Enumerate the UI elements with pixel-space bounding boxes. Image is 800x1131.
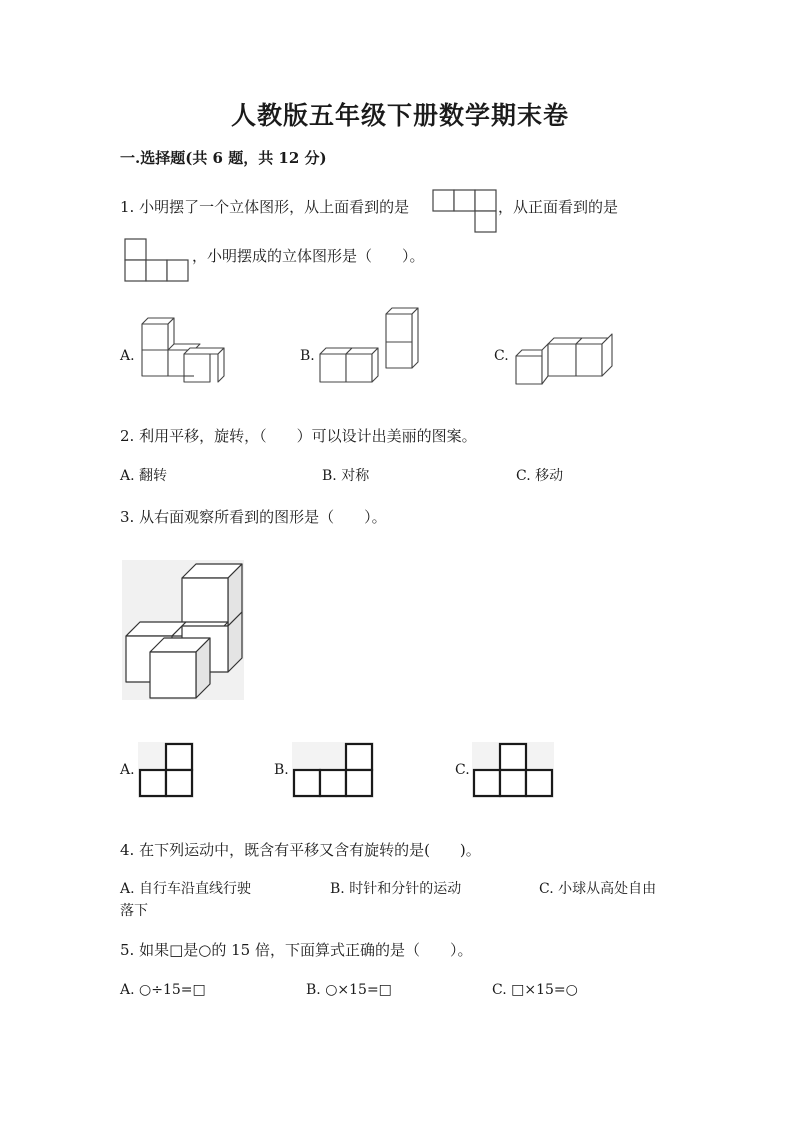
q4-option-c: C. 小球从高处自由: [539, 881, 657, 897]
q1-option-a-figure: [138, 312, 230, 384]
q3-option-b-label: B.: [274, 762, 289, 778]
q1-option-b-label: B.: [300, 348, 315, 364]
q5-option-c: C. □×15=○: [492, 982, 578, 998]
q5-option-b: B. ○×15=□: [306, 982, 392, 998]
q3-option-c-label: C.: [455, 762, 470, 778]
q2-option-c: C. 移动: [516, 468, 564, 484]
q1-option-a-label: A.: [120, 348, 135, 364]
q2-text: 2. 利用平移，旋转，（ ）可以设计出美丽的图案。: [120, 427, 477, 445]
q3-option-a-figure: [138, 742, 194, 798]
q3-option-c-figure: [472, 742, 554, 798]
q1-option-c-figure: [512, 330, 622, 386]
q4-option-c-continued: 落下: [120, 903, 148, 919]
page-title: 人教版五年级下册数学期末卷: [230, 101, 569, 130]
q4-option-a: A. 自行车沿直线行驶: [120, 881, 252, 897]
q4-option-b: B. 时针和分针的运动: [330, 881, 462, 897]
q1-top-view-figure: [432, 189, 498, 235]
q5-option-a: A. ○÷15=□: [120, 982, 206, 998]
q1-front-view-figure: [124, 238, 190, 284]
q1-option-b-figure: [318, 306, 424, 384]
q3-option-b-figure: [292, 742, 374, 798]
q3-cube-figure: [122, 560, 244, 700]
q2-option-b: B. 对称: [322, 468, 370, 484]
section-heading: 一.选择题(共 6 题，共 12 分): [120, 149, 327, 167]
q3-option-a-label: A.: [120, 762, 135, 778]
q1-option-c-label: C.: [494, 348, 509, 364]
q4-text: 4. 在下列运动中，既含有平移又含有旋转的是( )。: [120, 841, 481, 859]
q1-text-part2: ，从正面看到的是: [498, 198, 619, 216]
q1-text-part1: 1. 小明摆了一个立体图形，从上面看到的是: [120, 198, 410, 216]
q2-option-a: A. 翻转: [120, 468, 168, 484]
q1-text-part3: ，小明摆成的立体图形是（ ）。: [192, 247, 425, 265]
q3-text: 3. 从右面观察所看到的图形是（ ）。: [120, 508, 387, 526]
q5-text: 5. 如果□是○的 15 倍，下面算式正确的是（ ）。: [120, 941, 473, 959]
